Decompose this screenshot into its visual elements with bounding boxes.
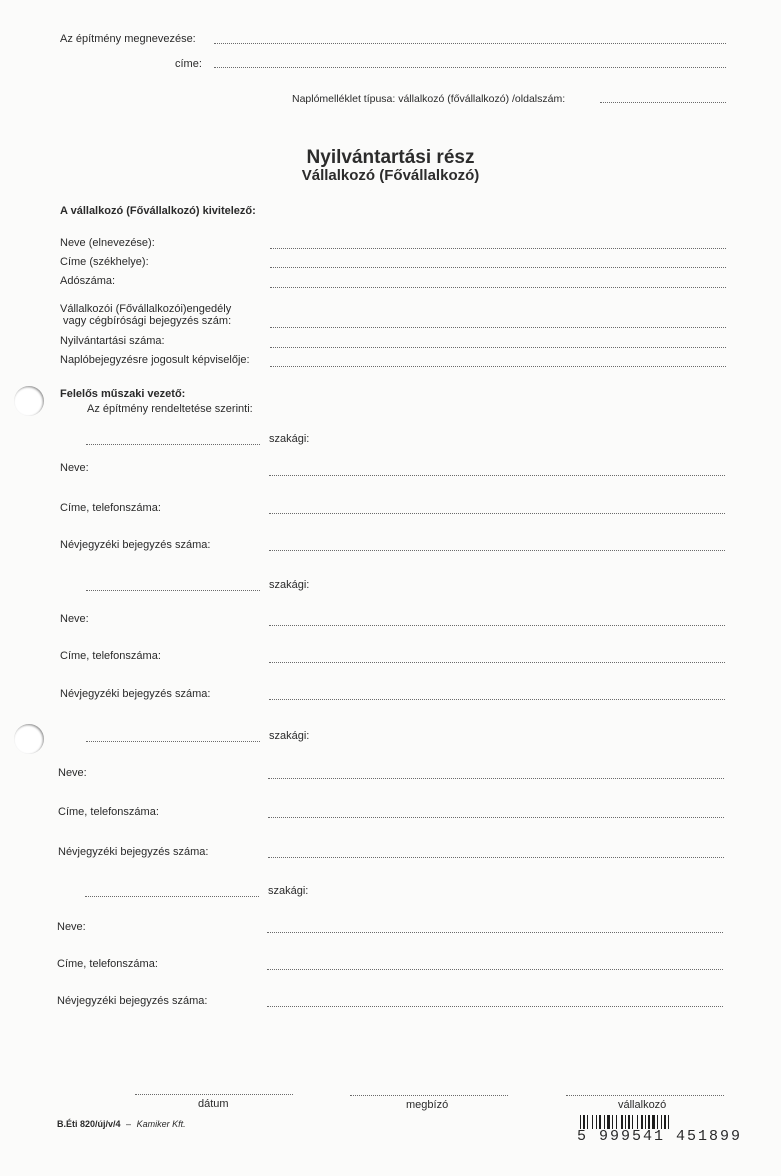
field-line-3[interactable] bbox=[86, 741, 260, 742]
manager-entry-line-1[interactable] bbox=[269, 550, 725, 551]
contractor-signature-label: vállalkozó bbox=[618, 1099, 667, 1111]
field-label-1: szakági: bbox=[269, 433, 310, 445]
manager-contact-line-4[interactable] bbox=[267, 969, 723, 970]
manager-contact-label-2: Címe, telefonszáma: bbox=[60, 650, 161, 662]
field-line-1[interactable] bbox=[86, 444, 260, 445]
field-label-3: szakági: bbox=[269, 730, 310, 742]
manager-name-label-2: Neve: bbox=[60, 613, 89, 625]
date-label: dátum bbox=[198, 1098, 229, 1110]
date-signature-line[interactable] bbox=[135, 1094, 293, 1095]
contractor-representative-line[interactable] bbox=[270, 366, 726, 367]
punch-hole-bottom bbox=[14, 724, 44, 754]
manager-entry-line-4[interactable] bbox=[267, 1006, 723, 1007]
project-name-line[interactable] bbox=[214, 43, 726, 44]
field-label-4: szakági: bbox=[268, 885, 309, 897]
form-code bbox=[57, 1118, 186, 1131]
contractor-tax-label: Adószáma: bbox=[60, 275, 116, 287]
manager-name-line-3[interactable] bbox=[268, 778, 724, 779]
page-subtitle: Vállalkozó (Fővállalkozó) bbox=[301, 167, 480, 184]
contractor-license-label-1: Vállalkozói (Fővállalkozói)engedély bbox=[60, 303, 232, 315]
manager-name-label-1: Neve: bbox=[60, 462, 89, 474]
form-code-text: B.Éti 820/új/v/4 bbox=[57, 1119, 121, 1129]
manager-heading: Felelős műszaki vezető: bbox=[60, 388, 186, 400]
field-label-2: szakági: bbox=[269, 579, 310, 591]
manager-entry-line-3[interactable] bbox=[268, 857, 724, 858]
client-signature-line[interactable] bbox=[350, 1095, 508, 1096]
manager-name-label-4: Neve: bbox=[57, 921, 86, 933]
punch-hole-top bbox=[14, 386, 44, 416]
contractor-representative-label: Naplóbejegyzésre jogosult képviselője: bbox=[60, 354, 250, 366]
contractor-seat-line[interactable] bbox=[270, 267, 726, 268]
manager-entry-line-2[interactable] bbox=[269, 699, 725, 700]
manager-contact-line-3[interactable] bbox=[268, 817, 724, 818]
attachment-type: Naplómelléklet típusa: vállalkozó (fővállalkozó) /oldalszám: bbox=[292, 93, 566, 105]
contractor-signature-line[interactable] bbox=[566, 1095, 724, 1096]
address-line[interactable] bbox=[214, 67, 726, 68]
manager-name-line-1[interactable] bbox=[269, 475, 725, 476]
manager-name-line-4[interactable] bbox=[267, 932, 723, 933]
manager-contact-label-1: Címe, telefonszáma: bbox=[60, 502, 161, 514]
contractor-heading: A vállalkozó (Fővállalkozó) kivitelező: bbox=[60, 205, 256, 217]
form-code-dash: – bbox=[126, 1119, 132, 1129]
manager-subheading: Az építmény rendeltetése szerinti: bbox=[87, 403, 253, 415]
contractor-name-line[interactable] bbox=[270, 248, 726, 249]
manager-contact-label-4: Címe, telefonszáma: bbox=[57, 958, 158, 970]
contractor-name-label: Neve (elnevezése): bbox=[60, 237, 155, 249]
manager-contact-label-3: Címe, telefonszáma: bbox=[58, 806, 159, 818]
client-label: megbízó bbox=[406, 1099, 449, 1111]
manager-entry-label-2: Névjegyzéki bejegyzés száma: bbox=[60, 688, 211, 700]
project-name-label: Az építmény megnevezése: bbox=[60, 33, 196, 45]
contractor-license-line[interactable] bbox=[270, 327, 726, 328]
manager-contact-line-2[interactable] bbox=[269, 662, 725, 663]
contractor-license-label-2: vagy cégbírósági bejegyzés szám: bbox=[63, 315, 232, 327]
address-label: címe: bbox=[175, 58, 202, 70]
manager-name-line-2[interactable] bbox=[269, 625, 725, 626]
publisher: Kamiker Kft. bbox=[136, 1119, 186, 1129]
manager-entry-label-3: Névjegyzéki bejegyzés száma: bbox=[58, 846, 209, 858]
manager-entry-label-1: Névjegyzéki bejegyzés száma: bbox=[60, 539, 211, 551]
manager-contact-line-1[interactable] bbox=[269, 513, 725, 514]
page-number-line[interactable] bbox=[600, 102, 726, 103]
contractor-registry-line[interactable] bbox=[270, 347, 726, 348]
manager-entry-label-4: Névjegyzéki bejegyzés száma: bbox=[57, 995, 208, 1007]
contractor-registry-label: Nyilvántartási száma: bbox=[60, 335, 165, 347]
contractor-seat-label: Címe (székhelye): bbox=[60, 256, 149, 268]
manager-name-label-3: Neve: bbox=[58, 767, 87, 779]
page-title: Nyilvántartási rész bbox=[306, 147, 475, 168]
field-line-2[interactable] bbox=[86, 590, 260, 591]
barcode-digits: 5 999541 451899 bbox=[577, 1128, 743, 1145]
contractor-tax-line[interactable] bbox=[270, 287, 726, 288]
field-line-4[interactable] bbox=[85, 896, 259, 897]
